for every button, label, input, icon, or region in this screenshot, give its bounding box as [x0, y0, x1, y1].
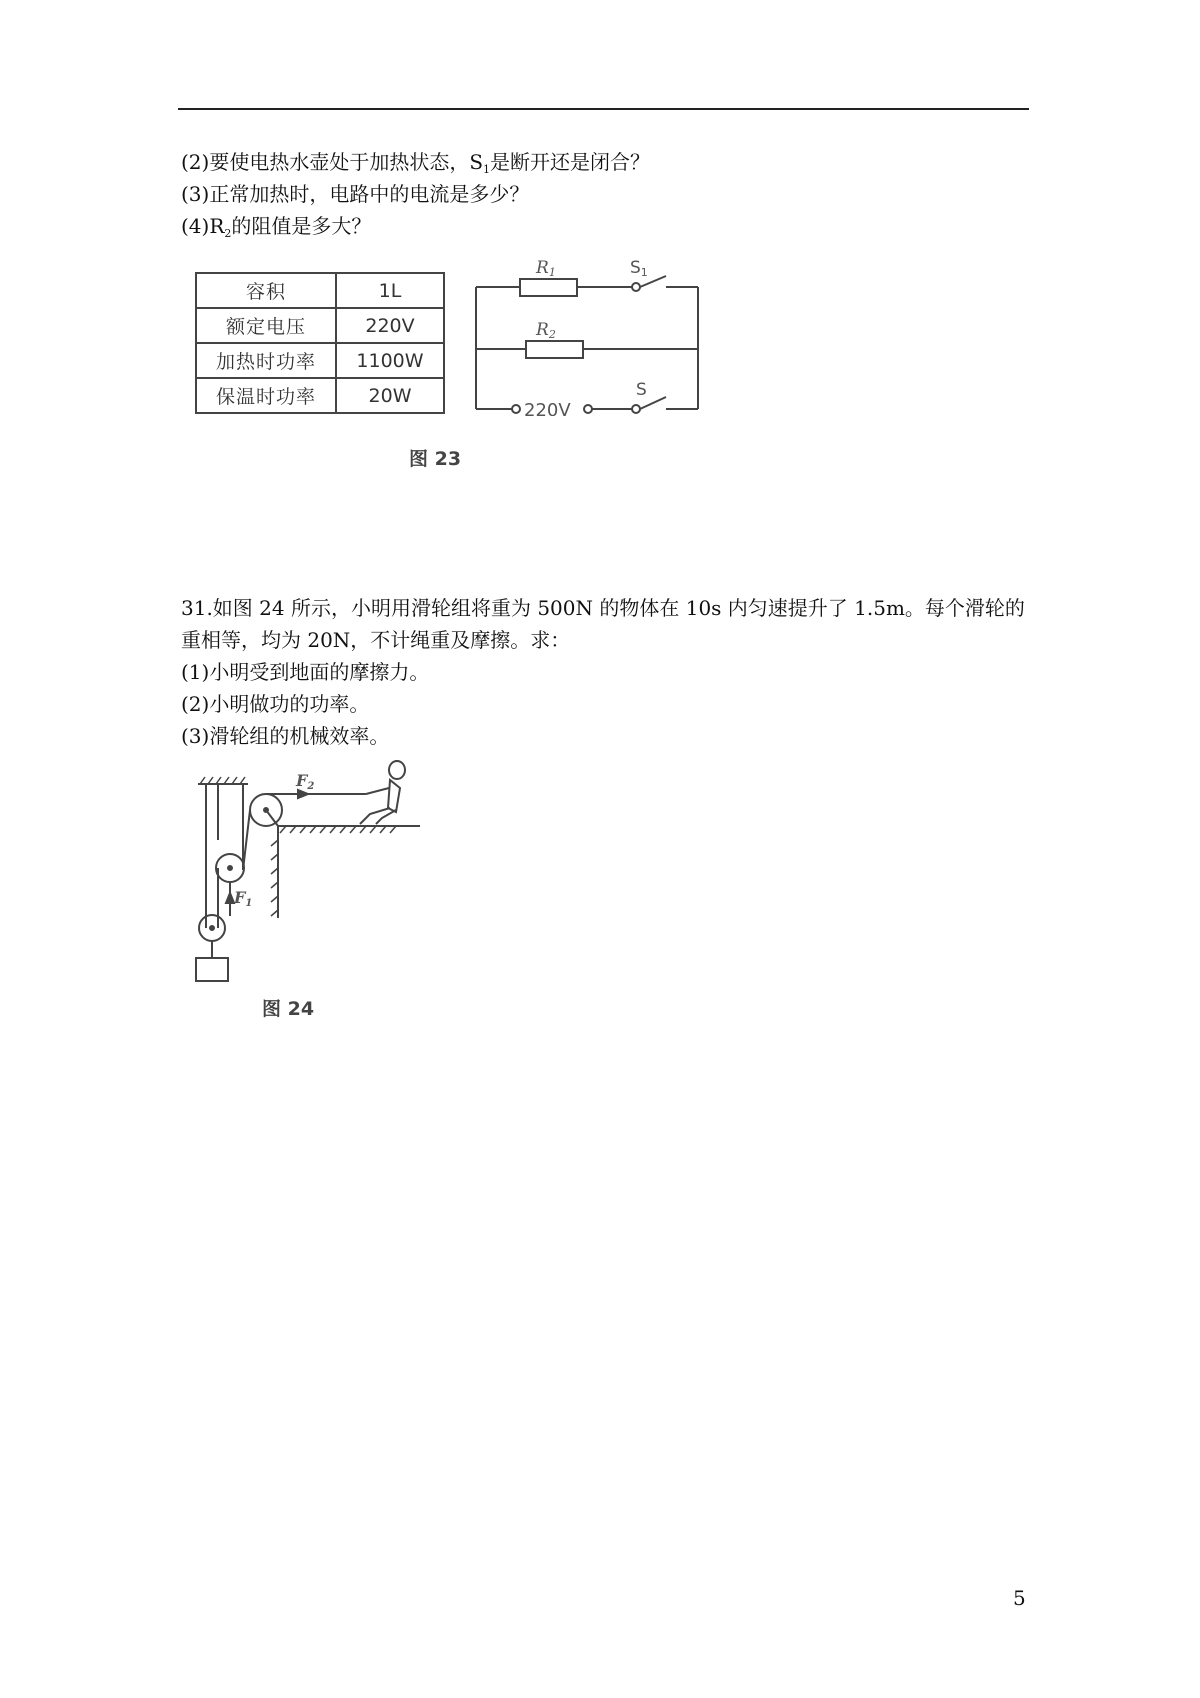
label-source-voltage: 220V [524, 400, 571, 416]
label-r1: R1 [536, 258, 556, 279]
q30-part2: (2)要使电热水壶处于加热状态，$S_1$是断开还是闭合？ [181, 150, 651, 176]
load-block [196, 958, 228, 981]
table-row: 保温时功率 20W [196, 378, 444, 413]
label-s: S [636, 380, 647, 400]
resistor-r2 [526, 341, 583, 358]
circuit-diagram [470, 256, 710, 416]
q31-part2: (2)小明做功的功率。 [181, 692, 370, 716]
header-rule [178, 108, 1029, 110]
label-f1: F1 [234, 888, 253, 909]
table-row: 加热时功率 1100W [196, 343, 444, 378]
q31-line1: 31.如图 24 所示，小明用滑轮组将重为 500N 的物体在 10s 内匀速提升了 1.5m。每个滑轮的 [181, 596, 1025, 620]
resistor-r1 [520, 279, 577, 296]
label-f2: F2 [296, 771, 315, 792]
label-r2: R2 [536, 320, 556, 341]
figure-23-caption: 图 23 [409, 448, 462, 470]
q30-part4: $(4)R_2$的阻值是多大？ [181, 214, 372, 240]
q30-part3: (3)正常加热时，电路中的电流是多少？ [181, 182, 530, 206]
table-row: 容积 1L [196, 273, 444, 308]
figure-24-caption: 图 24 [262, 998, 315, 1020]
q31-line2: 重相等，均为 20N，不计绳重及摩擦。求： [181, 628, 571, 652]
q31-part1: (1)小明受到地面的摩擦力。 [181, 660, 430, 684]
pulley-diagram [190, 758, 420, 990]
person-head [389, 761, 405, 779]
spec-table [195, 272, 445, 414]
q31-part3: (3)滑轮组的机械效率。 [181, 724, 390, 748]
table-row: 额定电压 220V [196, 308, 444, 343]
label-s1: S1 [630, 258, 648, 279]
page-number: 5 [1013, 1586, 1026, 1610]
